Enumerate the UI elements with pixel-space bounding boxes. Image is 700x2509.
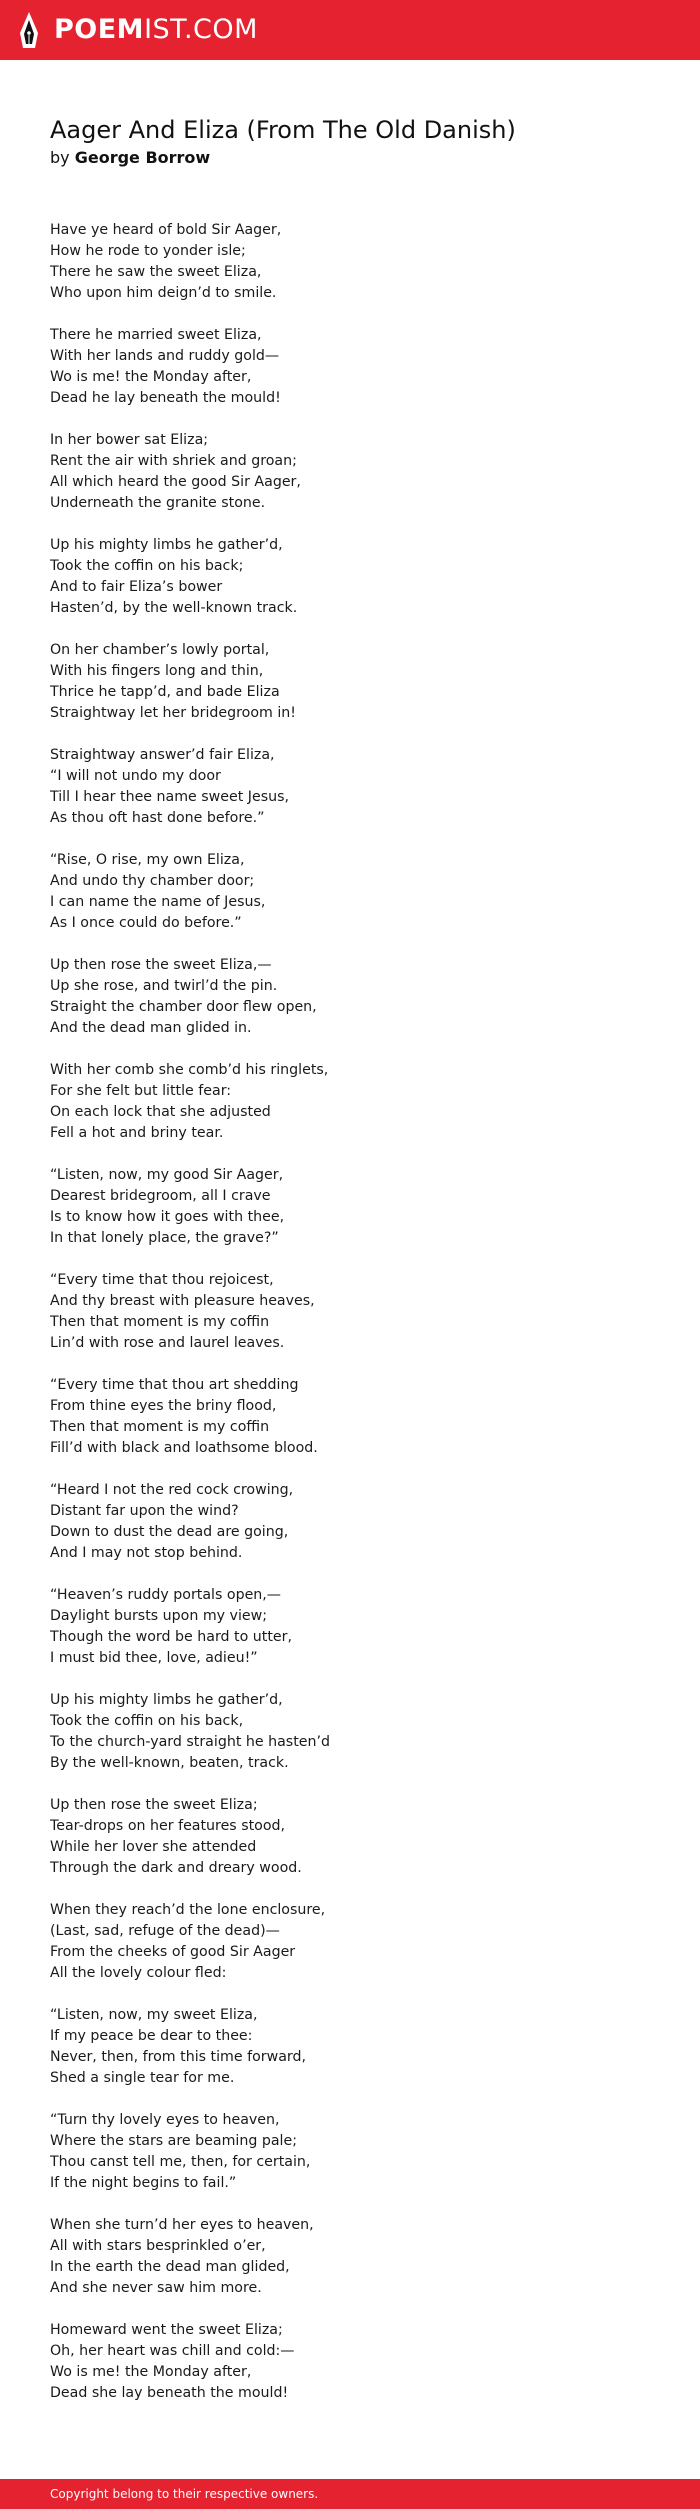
poem-line: Though the word be hard to utter,: [50, 1629, 292, 1645]
poem-stanza: [50, 1165, 650, 1249]
poem-line: And thy breast with pleasure heaves,: [50, 1293, 315, 1309]
poem-line: Up his mighty limbs he gather’d,: [50, 537, 283, 553]
poem-line: “Turn thy lovely eyes to heaven,: [50, 2112, 280, 2128]
poem-line: Then that moment is my coffin: [50, 1314, 270, 1330]
poem-stanza: [50, 1060, 650, 1144]
poem-line: And I may not stop behind.: [50, 1545, 243, 1561]
poem-line: As thou oft hast done before.”: [50, 810, 265, 826]
poem-line: For she felt but little fear:: [50, 1083, 232, 1099]
poem-line: Daylight bursts upon my view;: [50, 1608, 268, 1624]
pen-nib-icon: [18, 11, 40, 49]
poem-stanza: [50, 745, 650, 829]
poem-line: “Listen, now, my good Sir Aager,: [50, 1167, 284, 1183]
logo-text-light: IST.COM: [144, 14, 258, 45]
by-label: by: [50, 148, 70, 167]
poem-line: Distant far upon the wind?: [50, 1503, 239, 1519]
poem-line: When they reach’d the lone enclosure,: [50, 1902, 326, 1918]
poem-line: Dead he lay beneath the mould!: [50, 390, 281, 406]
poem-line: Lin’d with rose and laurel leaves.: [50, 1335, 285, 1351]
poem-line: “Heard I not the red cock crowing,: [50, 1482, 294, 1498]
poem-line: And she never saw him more.: [50, 2280, 262, 2296]
poem-line: There he saw the sweet Eliza,: [50, 264, 262, 280]
poem-line: There he married sweet Eliza,: [50, 327, 262, 343]
poem-stanza: [50, 640, 650, 724]
poem-stanza: [50, 850, 650, 934]
poem-line: Underneath the granite stone.: [50, 495, 266, 511]
poem-line: Up then rose the sweet Eliza,—: [50, 957, 272, 973]
poem-line: In her bower sat Eliza;: [50, 432, 209, 448]
poem-line: Down to dust the dead are going,: [50, 1524, 289, 1540]
poem-line: Where the stars are beaming pale;: [50, 2133, 297, 2149]
poem-stanza: [50, 535, 650, 619]
poem-line: I must bid thee, love, adieu!”: [50, 1650, 258, 1666]
poem-line: Wo is me! the Monday after,: [50, 369, 252, 385]
poem-line: In the earth the dead man glided,: [50, 2259, 290, 2275]
poem-line: To the church-yard straight he hasten’d: [50, 1734, 330, 1750]
poem-stanza: [50, 1270, 650, 1354]
poem-line: Straight the chamber door flew open,: [50, 999, 317, 1015]
poem-line: And the dead man glided in.: [50, 1020, 252, 1036]
poem-line: On each lock that she adjusted: [50, 1104, 271, 1120]
site-logo[interactable]: [18, 11, 258, 49]
poem-line: Straightway answer’d fair Eliza,: [50, 747, 275, 763]
poem-line: Tear-drops on her features stood,: [50, 1818, 286, 1834]
author-link[interactable]: George Borrow: [74, 148, 211, 167]
poem-line: Shed a single tear for me.: [50, 2070, 235, 2086]
poem-line: Is to know how it goes with thee,: [50, 1209, 285, 1225]
poem-line: Fell a hot and briny tear.: [50, 1125, 224, 1141]
poem-line: All the lovely colour fled:: [50, 1965, 227, 1981]
poem-line: Took the coffin on his back;: [50, 558, 244, 574]
poem-byline: [50, 147, 210, 169]
poem-line: Have ye heard of bold Sir Aager,: [50, 222, 282, 238]
poem-stanza: [50, 220, 650, 304]
poem-line: In that lonely place, the grave?”: [50, 1230, 279, 1246]
poem-stanza: [50, 1585, 650, 1669]
poem-stanza: [50, 430, 650, 514]
poem-line: Thrice he tapp’d, and bade Eliza: [50, 684, 280, 700]
poem-line: From thine eyes the briny flood,: [50, 1398, 277, 1414]
poem-line: Till I hear thee name sweet Jesus,: [50, 789, 290, 805]
poem-line: As I once could do before.”: [50, 915, 242, 931]
poem-title: Aager And Eliza (From The Old Danish): [50, 116, 516, 144]
poem-line: I can name the name of Jesus,: [50, 894, 266, 910]
poem-line: “Rise, O rise, my own Eliza,: [50, 852, 245, 868]
poem-stanza: [50, 2110, 650, 2194]
poem-line: Oh, her heart was chill and cold:—: [50, 2343, 295, 2359]
poem-line: (Last, sad, refuge of the dead)—: [50, 1923, 280, 1939]
poem-line: Homeward went the sweet Eliza;: [50, 2322, 283, 2338]
poem-stanza: [50, 2005, 650, 2089]
poem-line: “Listen, now, my sweet Eliza,: [50, 2007, 258, 2023]
poem-stanza: [50, 325, 650, 409]
poem-line: When she turn’d her eyes to heaven,: [50, 2217, 314, 2233]
poem-stanza: [50, 1900, 650, 1984]
poem-line: With her lands and ruddy gold—: [50, 348, 280, 364]
poem-line: “Every time that thou art shedding: [50, 1377, 299, 1393]
poem-line: Dead she lay beneath the mould!: [50, 2385, 289, 2401]
poem-line: Through the dark and dreary wood.: [50, 1860, 302, 1876]
logo-wordmark: [54, 11, 258, 49]
poem-line: With her comb she comb’d his ringlets,: [50, 1062, 329, 1078]
poem-line: Wo is me! the Monday after,: [50, 2364, 252, 2380]
poem-line: Fill’d with black and loathsome blood.: [50, 1440, 318, 1456]
poem-line: By the well-known, beaten, track.: [50, 1755, 289, 1771]
poem-line: All with stars besprinkled o’er,: [50, 2238, 266, 2254]
poem-line: Up she rose, and twirl’d the pin.: [50, 978, 278, 994]
poem-line: Straightway let her bridegroom in!: [50, 705, 296, 721]
poem-stanza: [50, 1690, 650, 1774]
poem-line: “I will not undo my door: [50, 768, 221, 784]
poem-line: While her lover she attended: [50, 1839, 257, 1855]
poem-line: If my peace be dear to thee:: [50, 2028, 253, 2044]
poem-stanza: [50, 2215, 650, 2299]
poem-line: Up his mighty limbs he gather’d,: [50, 1692, 283, 1708]
poem-line: With his fingers long and thin,: [50, 663, 264, 679]
poem-line: Then that moment is my coffin: [50, 1419, 270, 1435]
poem-stanza: [50, 2320, 650, 2404]
poem-line: Rent the air with shriek and groan;: [50, 453, 297, 469]
poem-line: Who upon him deign’d to smile.: [50, 285, 277, 301]
poem-stanza: [50, 955, 650, 1039]
poem-line: On her chamber’s lowly portal,: [50, 642, 270, 658]
poem-line: Dearest bridegroom, all I crave: [50, 1188, 271, 1204]
poem-body: [50, 220, 650, 2425]
poem-line: “Heaven’s ruddy portals open,—: [50, 1587, 281, 1603]
poem-stanza: [50, 1375, 650, 1459]
poem-line: Took the coffin on his back,: [50, 1713, 244, 1729]
poem-line: Up then rose the sweet Eliza;: [50, 1797, 258, 1813]
poem-stanza: [50, 1480, 650, 1564]
poem-line: Thou canst tell me, then, for certain,: [50, 2154, 311, 2170]
poem-line: Hasten’d, by the well-known track.: [50, 600, 298, 616]
site-footer: [0, 2479, 700, 2509]
logo-text-bold: POEM: [54, 14, 145, 45]
poem-stanza: [50, 1795, 650, 1879]
poem-line: If the night begins to fail.”: [50, 2175, 237, 2191]
poem-line: And to fair Eliza’s bower: [50, 579, 223, 595]
poem-line: All which heard the good Sir Aager,: [50, 474, 301, 490]
poem-line: “Every time that thou rejoicest,: [50, 1272, 274, 1288]
poem-line: How he rode to yonder isle;: [50, 243, 246, 259]
poem-line: From the cheeks of good Sir Aager: [50, 1944, 296, 1960]
poem-line: Never, then, from this time forward,: [50, 2049, 307, 2065]
poem-line: And undo thy chamber door;: [50, 873, 255, 889]
copyright-text: Copyright belong to their respective owners.: [50, 2487, 319, 2501]
site-header: [0, 0, 700, 60]
